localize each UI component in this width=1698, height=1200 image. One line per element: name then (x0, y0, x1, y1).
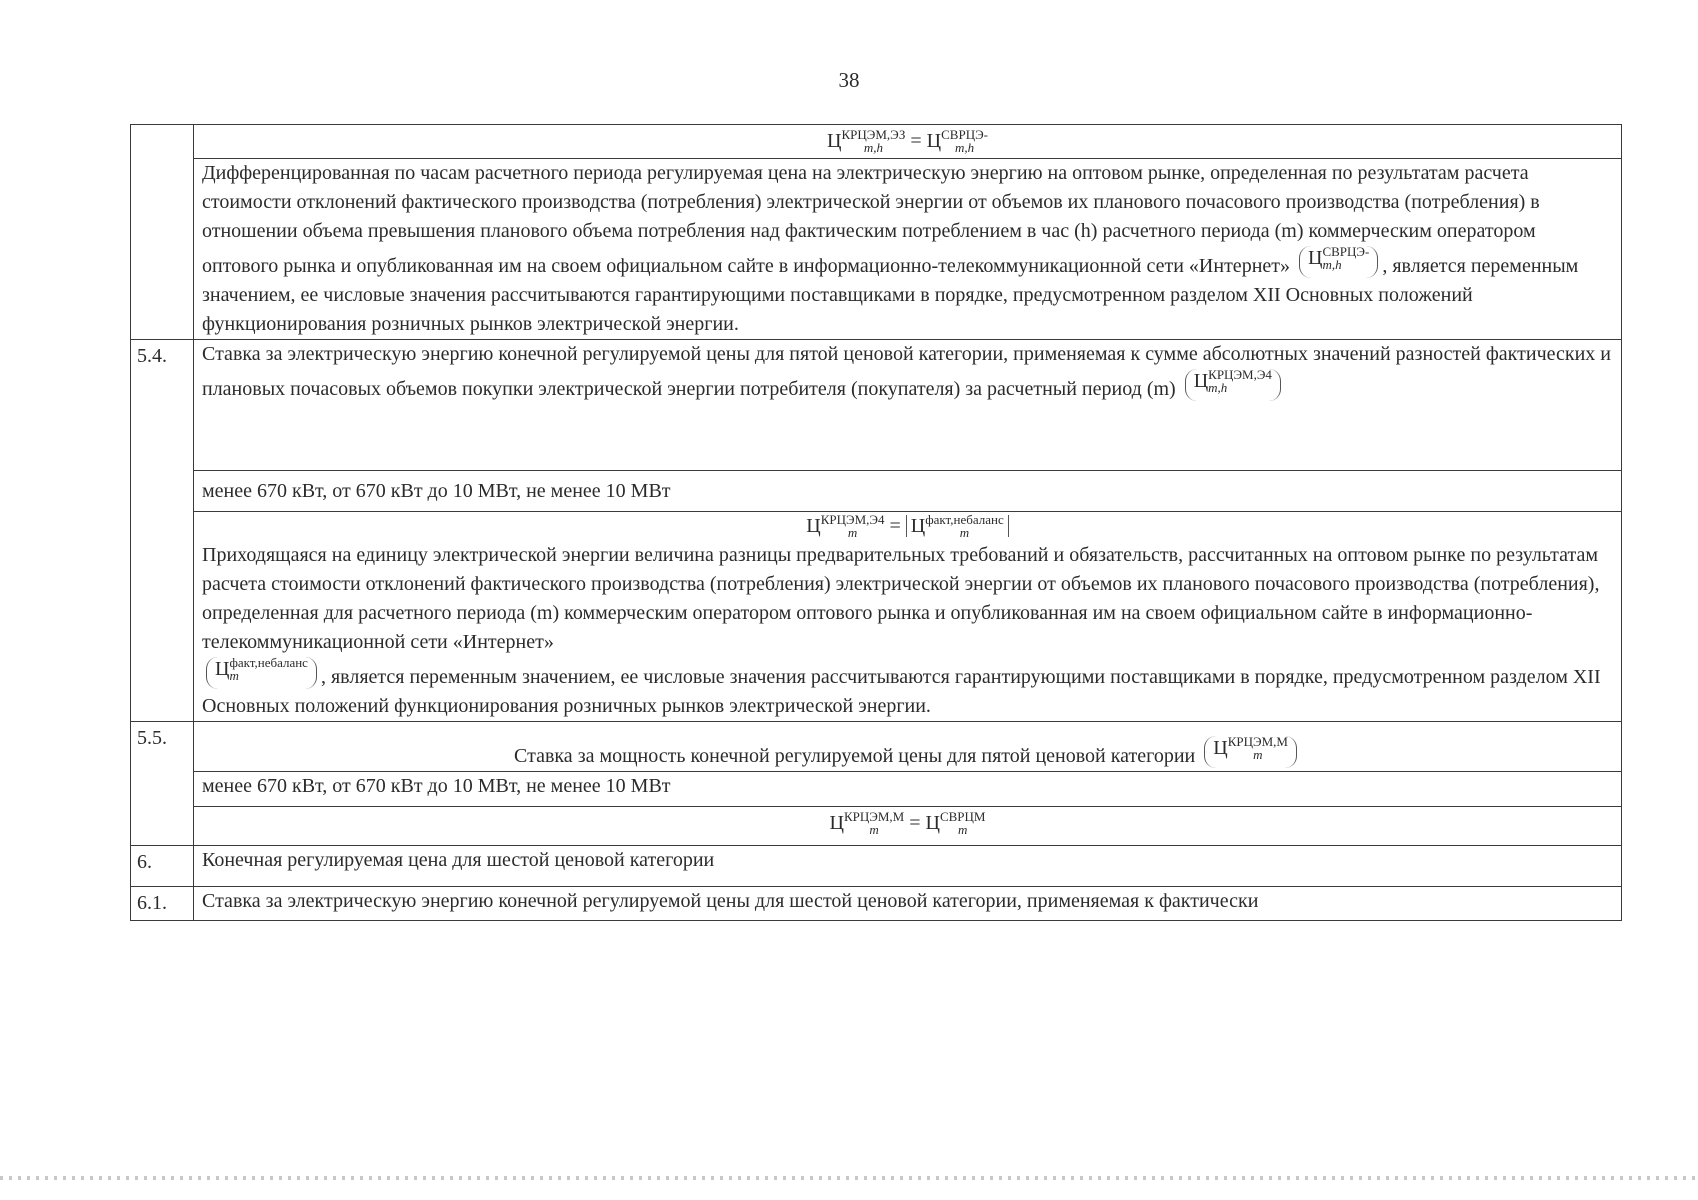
price-table (130, 124, 1622, 921)
page-number: 38 (838, 68, 860, 92)
description-cell (194, 512, 1622, 722)
categories-cell: менее 670 кВт, от 670 кВт до 10 МВт, не менее 10 МВт (194, 772, 1622, 807)
description-cell: Конечная регулируемая цена для шестой ценовой категории (194, 846, 1622, 887)
formula: $Ц^{КРЦЭМ,Э4}$ $_m = Ц^{факт,небаланс}$ $_m$ (202, 512, 1613, 541)
table-row (131, 772, 1622, 807)
table-row (131, 887, 1622, 921)
table-row (131, 846, 1622, 887)
table-row (131, 159, 1622, 340)
scan-artifact (0, 1176, 1698, 1180)
row-number-cell (131, 125, 194, 340)
categories-cell: менее 670 кВт, от 670 кВт до 10 МВт, не менее 10 МВт (194, 471, 1622, 512)
description-text: Ставка за электрическую энергию конечной регулируемой цены для пятой ценовой категории, применяемая к сумме абсолютных значений разностей фактических и плановых почасовых объемов покупки электрической энергии потребителя (покупателя) за расчетный период (m) (202, 343, 1612, 400)
formula: $Ц^{КРЦЭМ,ЭЗ}$ $_{m,h} = Ц^{СВРЦЭ-}$ $_{m,h}$ (827, 127, 988, 155)
table-row (131, 512, 1622, 722)
row-number: 5.4. (131, 340, 194, 722)
description-cell (194, 340, 1622, 471)
description-text: Приходящаяся на единицу электрической энергии величина разницы предварительных требований и обязательств, рассчитанных на оптовом рынке по результатам расчета стоимости отклонений фактического производства (потребления) электрической энергии от объемов их планового почасового производства (потребления), определенная для расчетного периода (m) коммерческим оператором оптового рынка и опубликованная им на своем официальном сайте в информационно-телекоммуникационной сети «Интернет» (202, 544, 1600, 653)
description-text: , является переменным значением, ее числовые значения рассчитываются гарантирующими поставщиками в порядке, предусмотренном разделом XII Основных положений функционирования розничных рынков электрической энергии. (202, 255, 1579, 335)
description-cell: Ставка за электрическую энергию конечной регулируемой цены для шестой ценовой категории, применяемая к фактически (194, 887, 1622, 921)
formula-cell: $Ц^{КРЦЭМ,М}$ $_m = Ц^{СВРЦМ}$ $_m$ (194, 807, 1622, 846)
table-row (131, 340, 1622, 471)
description-text: Ставка за мощность конечной регулируемой цены для пятой ценовой категории (514, 745, 1196, 767)
description-cell (194, 159, 1622, 340)
description-text: Дифференцированная по часам расчетного периода регулируемая цена на электрическую энергию на оптовом рынке, определенная по результатам расчета стоимости отклонений фактического производства (потребления) электрической энергии от объемов их планового почасового производства (потребления) в отношении объема превышения планового объема потребления над фактическим потреблением в час (h) расчетного периода (m) коммерческим оператором оптового рынка и опубликованная им на своем официальном сайте в информационно-телекоммуникационной сети «Интернет» (202, 162, 1540, 277)
row-number: 6. (131, 846, 194, 887)
description-text: , является переменным значением, ее числовые значения рассчитываются гарантирующими поставщиками в порядке, предусмотренном разделом XII Основных положений функционирования розничных рынков электрической энергии. (202, 666, 1601, 717)
table-row (131, 807, 1622, 846)
description-cell (194, 722, 1622, 772)
row-number: 6.1. (131, 887, 194, 921)
table-row (131, 722, 1622, 772)
inline-formula: $Ц^{факт,небаланс}$ $_m$ (206, 657, 317, 689)
table-row (131, 471, 1622, 512)
inline-formula: $Ц^{КРЦЭМ,М}$ $_m$ (1204, 736, 1297, 768)
inline-formula: $Ц^{СВРЦЭ-}$ $_{m,h}$ (1299, 246, 1378, 278)
formula-cell (194, 125, 1622, 159)
row-number: 5.5. (131, 722, 194, 846)
inline-formula: $Ц^{КРЦЭМ,Э4}$ $_{m,h}$ (1185, 369, 1281, 401)
table-row (131, 125, 1622, 159)
